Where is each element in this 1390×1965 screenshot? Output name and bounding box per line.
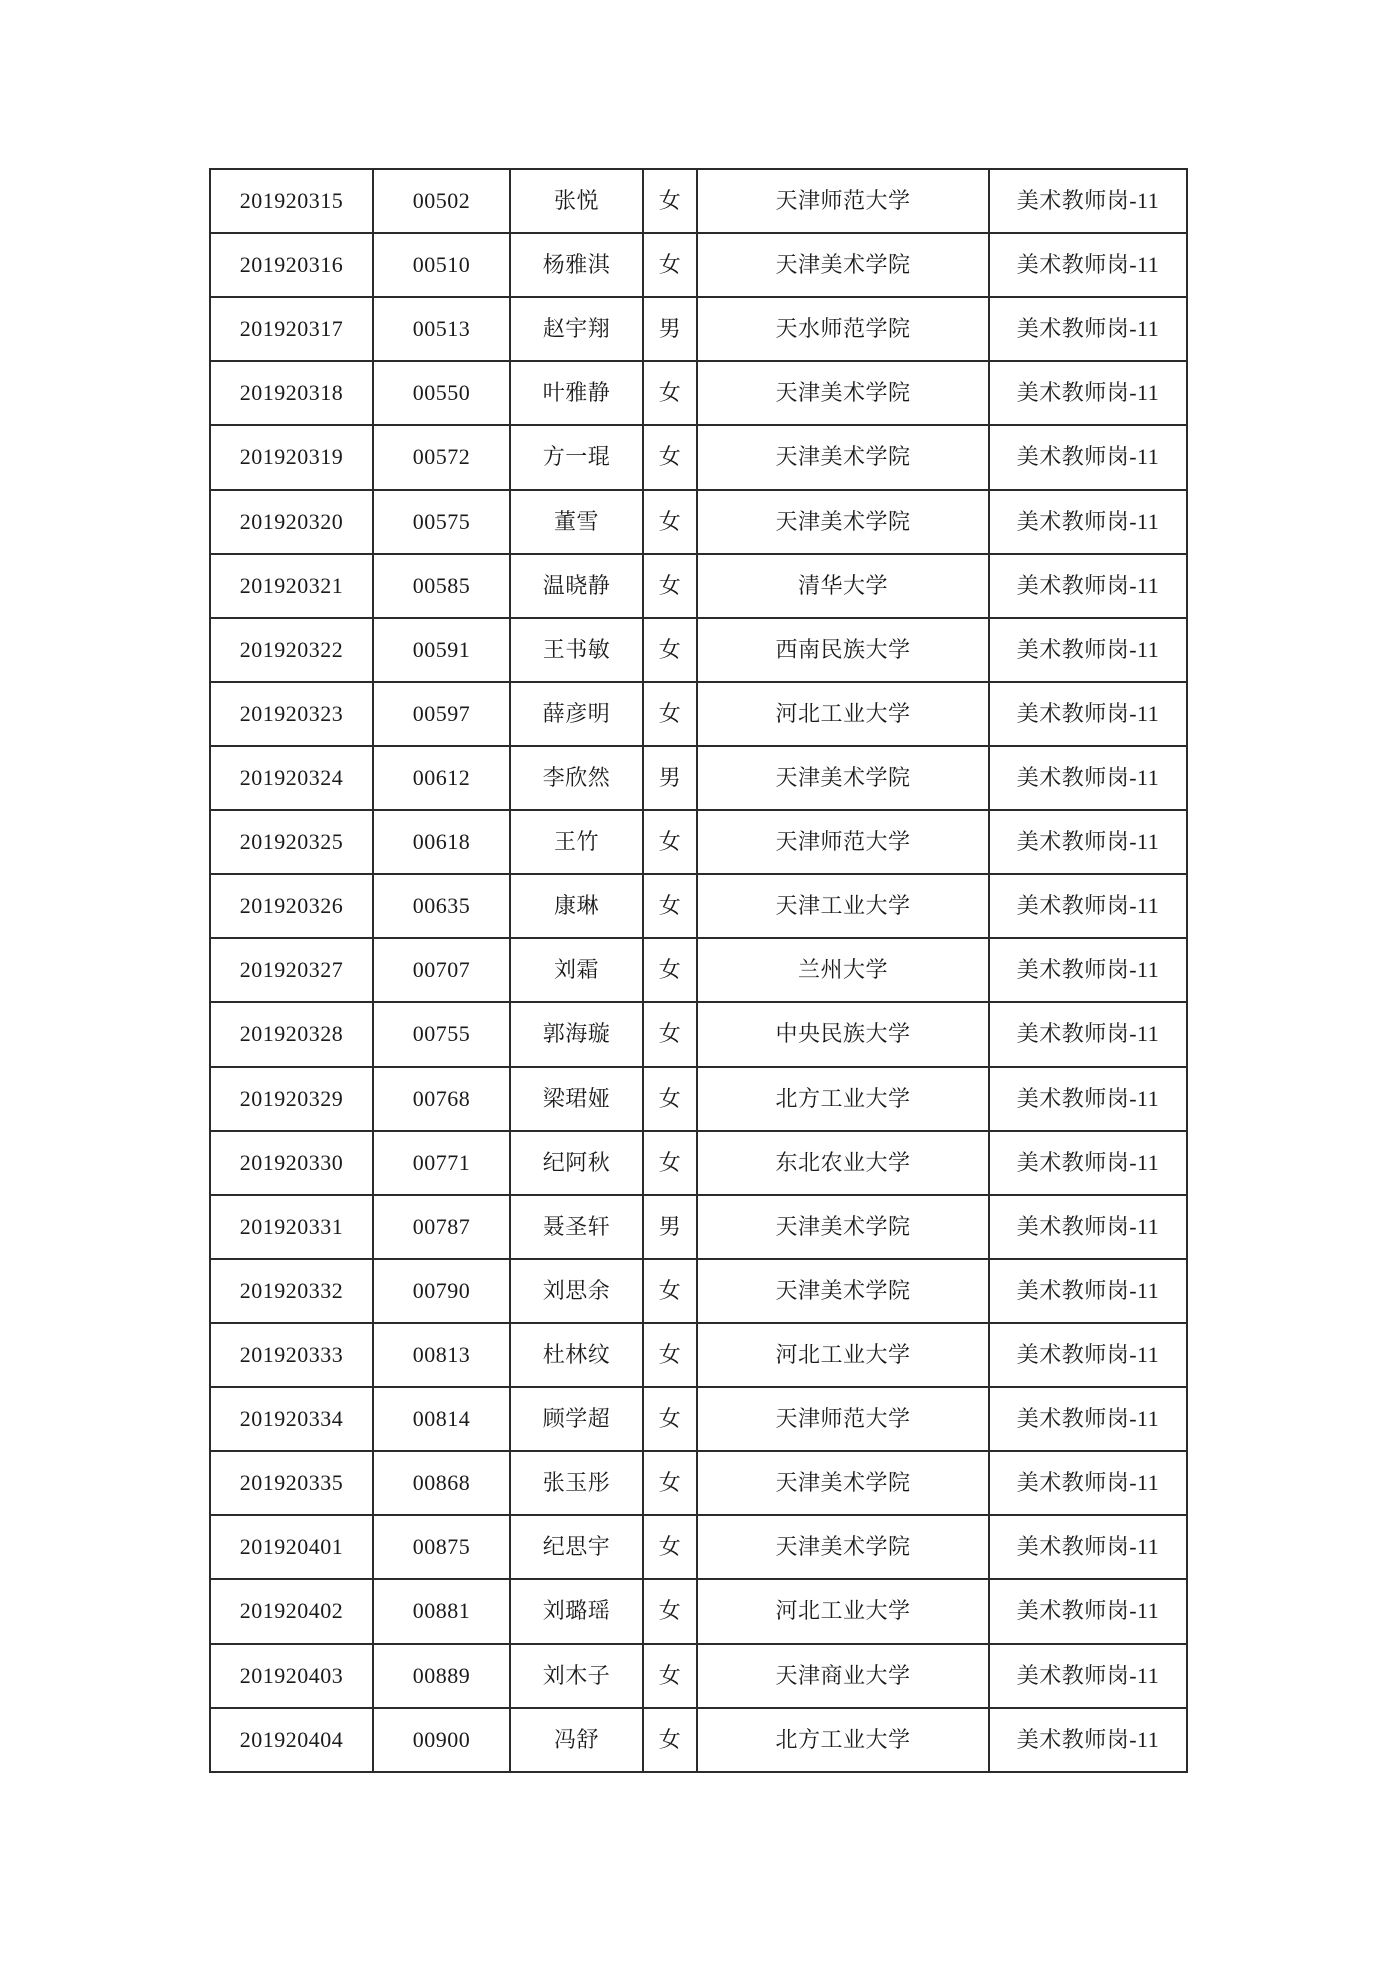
cell-position: 美术教师岗-11	[989, 618, 1187, 682]
cell-name: 康琳	[510, 874, 643, 938]
cell-university: 西南民族大学	[697, 618, 989, 682]
cell-exam_id: 201920325	[210, 810, 373, 874]
cell-gender: 女	[643, 1067, 697, 1131]
cell-university: 天津美术学院	[697, 490, 989, 554]
cell-code: 00597	[373, 682, 510, 746]
cell-position: 美术教师岗-11	[989, 1644, 1187, 1708]
cell-university: 天津商业大学	[697, 1644, 989, 1708]
cell-position: 美术教师岗-11	[989, 1708, 1187, 1772]
table-row	[210, 1387, 1187, 1451]
cell-position: 美术教师岗-11	[989, 1387, 1187, 1451]
cell-position: 美术教师岗-11	[989, 490, 1187, 554]
cell-code: 00768	[373, 1067, 510, 1131]
cell-university: 河北工业大学	[697, 1579, 989, 1643]
cell-exam_id: 201920334	[210, 1387, 373, 1451]
cell-code: 00875	[373, 1515, 510, 1579]
table-row	[210, 1067, 1187, 1131]
cell-university: 天津师范大学	[697, 169, 989, 233]
cell-code: 00585	[373, 554, 510, 618]
cell-code: 00502	[373, 169, 510, 233]
table-row	[210, 233, 1187, 297]
cell-position: 美术教师岗-11	[989, 1579, 1187, 1643]
cell-exam_id: 201920404	[210, 1708, 373, 1772]
cell-university: 天津师范大学	[697, 810, 989, 874]
cell-name: 冯舒	[510, 1708, 643, 1772]
cell-position: 美术教师岗-11	[989, 361, 1187, 425]
cell-name: 温晓静	[510, 554, 643, 618]
cell-gender: 女	[643, 1451, 697, 1515]
cell-code: 00813	[373, 1323, 510, 1387]
cell-gender: 女	[643, 361, 697, 425]
cell-code: 00510	[373, 233, 510, 297]
table-row	[210, 1708, 1187, 1772]
cell-code: 00771	[373, 1131, 510, 1195]
cell-gender: 女	[643, 682, 697, 746]
cell-code: 00881	[373, 1579, 510, 1643]
cell-gender: 女	[643, 1515, 697, 1579]
cell-position: 美术教师岗-11	[989, 810, 1187, 874]
cell-exam_id: 201920330	[210, 1131, 373, 1195]
cell-name: 叶雅静	[510, 361, 643, 425]
cell-name: 刘木子	[510, 1644, 643, 1708]
cell-position: 美术教师岗-11	[989, 1259, 1187, 1323]
table-row	[210, 1579, 1187, 1643]
cell-position: 美术教师岗-11	[989, 1067, 1187, 1131]
cell-gender: 女	[643, 1387, 697, 1451]
cell-code: 00900	[373, 1708, 510, 1772]
cell-university: 天津美术学院	[697, 1451, 989, 1515]
table-row	[210, 1002, 1187, 1066]
cell-exam_id: 201920323	[210, 682, 373, 746]
cell-exam_id: 201920322	[210, 618, 373, 682]
cell-gender: 女	[643, 874, 697, 938]
table-row	[210, 361, 1187, 425]
cell-gender: 女	[643, 938, 697, 1002]
cell-name: 纪思宇	[510, 1515, 643, 1579]
table-row	[210, 297, 1187, 361]
cell-gender: 女	[643, 554, 697, 618]
table-row	[210, 1515, 1187, 1579]
cell-name: 杨雅淇	[510, 233, 643, 297]
cell-name: 张悦	[510, 169, 643, 233]
cell-university: 中央民族大学	[697, 1002, 989, 1066]
cell-university: 河北工业大学	[697, 682, 989, 746]
table-row	[210, 1451, 1187, 1515]
cell-position: 美术教师岗-11	[989, 874, 1187, 938]
table-row	[210, 1323, 1187, 1387]
cell-exam_id: 201920320	[210, 490, 373, 554]
table-row	[210, 169, 1187, 233]
cell-exam_id: 201920328	[210, 1002, 373, 1066]
table-row	[210, 1644, 1187, 1708]
cell-position: 美术教师岗-11	[989, 297, 1187, 361]
cell-exam_id: 201920401	[210, 1515, 373, 1579]
cell-position: 美术教师岗-11	[989, 554, 1187, 618]
cell-position: 美术教师岗-11	[989, 1195, 1187, 1259]
cell-exam_id: 201920315	[210, 169, 373, 233]
table-row	[210, 618, 1187, 682]
cell-university: 兰州大学	[697, 938, 989, 1002]
cell-gender: 女	[643, 1579, 697, 1643]
cell-position: 美术教师岗-11	[989, 682, 1187, 746]
cell-code: 00575	[373, 490, 510, 554]
cell-university: 北方工业大学	[697, 1067, 989, 1131]
table-row	[210, 682, 1187, 746]
cell-position: 美术教师岗-11	[989, 1515, 1187, 1579]
applicants-table	[209, 168, 1188, 1773]
table-row	[210, 938, 1187, 1002]
cell-gender: 女	[643, 490, 697, 554]
cell-exam_id: 201920331	[210, 1195, 373, 1259]
cell-name: 刘璐瑶	[510, 1579, 643, 1643]
cell-exam_id: 201920332	[210, 1259, 373, 1323]
cell-university: 天津美术学院	[697, 1259, 989, 1323]
cell-name: 王竹	[510, 810, 643, 874]
cell-position: 美术教师岗-11	[989, 1002, 1187, 1066]
cell-university: 天津美术学院	[697, 425, 989, 489]
cell-gender: 男	[643, 746, 697, 810]
cell-exam_id: 201920335	[210, 1451, 373, 1515]
cell-name: 聂圣轩	[510, 1195, 643, 1259]
cell-gender: 女	[643, 1708, 697, 1772]
cell-university: 天津工业大学	[697, 874, 989, 938]
table-row	[210, 810, 1187, 874]
cell-code: 00889	[373, 1644, 510, 1708]
cell-code: 00814	[373, 1387, 510, 1451]
cell-code: 00591	[373, 618, 510, 682]
cell-name: 薛彦明	[510, 682, 643, 746]
cell-exam_id: 201920317	[210, 297, 373, 361]
cell-exam_id: 201920403	[210, 1644, 373, 1708]
cell-exam_id: 201920329	[210, 1067, 373, 1131]
cell-position: 美术教师岗-11	[989, 1131, 1187, 1195]
cell-name: 郭海璇	[510, 1002, 643, 1066]
cell-position: 美术教师岗-11	[989, 1323, 1187, 1387]
cell-exam_id: 201920319	[210, 425, 373, 489]
cell-exam_id: 201920316	[210, 233, 373, 297]
cell-exam_id: 201920326	[210, 874, 373, 938]
cell-gender: 女	[643, 233, 697, 297]
cell-code: 00868	[373, 1451, 510, 1515]
cell-name: 王书敏	[510, 618, 643, 682]
table-row	[210, 746, 1187, 810]
cell-position: 美术教师岗-11	[989, 746, 1187, 810]
cell-code: 00755	[373, 1002, 510, 1066]
cell-name: 刘霜	[510, 938, 643, 1002]
cell-gender: 女	[643, 1002, 697, 1066]
table-row	[210, 874, 1187, 938]
cell-university: 天津美术学院	[697, 233, 989, 297]
cell-code: 00790	[373, 1259, 510, 1323]
cell-university: 清华大学	[697, 554, 989, 618]
cell-position: 美术教师岗-11	[989, 169, 1187, 233]
cell-name: 张玉彤	[510, 1451, 643, 1515]
cell-code: 00618	[373, 810, 510, 874]
table-row	[210, 1131, 1187, 1195]
cell-code: 00612	[373, 746, 510, 810]
table-row	[210, 554, 1187, 618]
cell-exam_id: 201920318	[210, 361, 373, 425]
cell-university: 天津美术学院	[697, 746, 989, 810]
cell-code: 00513	[373, 297, 510, 361]
cell-name: 顾学超	[510, 1387, 643, 1451]
cell-name: 李欣然	[510, 746, 643, 810]
cell-gender: 女	[643, 1644, 697, 1708]
cell-name: 杜林纹	[510, 1323, 643, 1387]
table-row	[210, 490, 1187, 554]
cell-name: 方一琨	[510, 425, 643, 489]
cell-gender: 女	[643, 1323, 697, 1387]
cell-name: 纪阿秋	[510, 1131, 643, 1195]
table-row	[210, 1259, 1187, 1323]
cell-gender: 女	[643, 810, 697, 874]
cell-university: 河北工业大学	[697, 1323, 989, 1387]
cell-gender: 男	[643, 297, 697, 361]
cell-code: 00787	[373, 1195, 510, 1259]
table-body	[210, 169, 1187, 1772]
cell-university: 天津师范大学	[697, 1387, 989, 1451]
cell-position: 美术教师岗-11	[989, 938, 1187, 1002]
cell-name: 刘思余	[510, 1259, 643, 1323]
cell-gender: 女	[643, 425, 697, 489]
cell-exam_id: 201920402	[210, 1579, 373, 1643]
cell-position: 美术教师岗-11	[989, 425, 1187, 489]
cell-gender: 女	[643, 169, 697, 233]
cell-code: 00707	[373, 938, 510, 1002]
cell-university: 北方工业大学	[697, 1708, 989, 1772]
cell-exam_id: 201920327	[210, 938, 373, 1002]
cell-gender: 男	[643, 1195, 697, 1259]
cell-exam_id: 201920321	[210, 554, 373, 618]
cell-exam_id: 201920333	[210, 1323, 373, 1387]
cell-name: 董雪	[510, 490, 643, 554]
cell-university: 东北农业大学	[697, 1131, 989, 1195]
cell-university: 天津美术学院	[697, 1515, 989, 1579]
table-row	[210, 1195, 1187, 1259]
cell-code: 00572	[373, 425, 510, 489]
cell-gender: 女	[643, 1259, 697, 1323]
cell-name: 赵宇翔	[510, 297, 643, 361]
cell-university: 天津美术学院	[697, 1195, 989, 1259]
cell-exam_id: 201920324	[210, 746, 373, 810]
cell-gender: 女	[643, 1131, 697, 1195]
cell-code: 00550	[373, 361, 510, 425]
cell-name: 梁珺娅	[510, 1067, 643, 1131]
cell-gender: 女	[643, 618, 697, 682]
cell-position: 美术教师岗-11	[989, 1451, 1187, 1515]
cell-university: 天津美术学院	[697, 361, 989, 425]
cell-code: 00635	[373, 874, 510, 938]
cell-university: 天水师范学院	[697, 297, 989, 361]
cell-position: 美术教师岗-11	[989, 233, 1187, 297]
table-row	[210, 425, 1187, 489]
